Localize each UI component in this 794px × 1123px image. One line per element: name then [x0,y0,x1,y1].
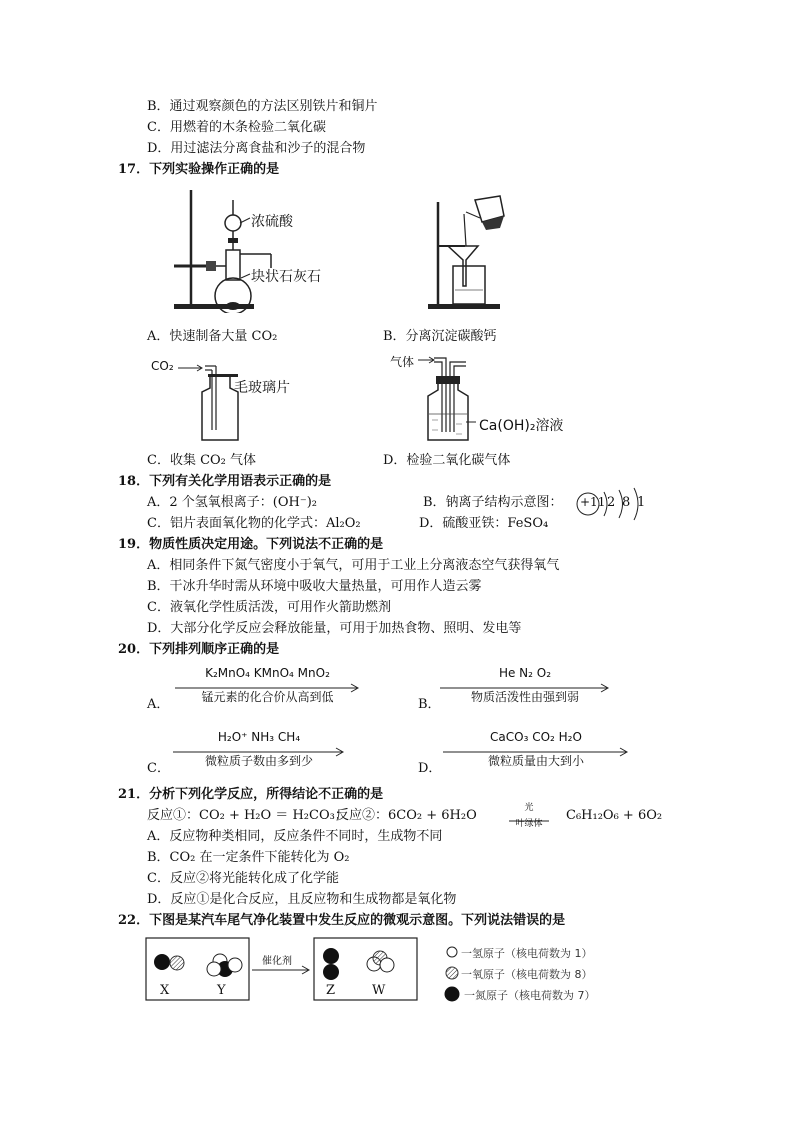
q21-equation-2-left: 反应②：6CO₂ + 6H₂O [336,808,477,823]
q20-c-formulas: H₂O⁺ NH₃ CH₄ [217,730,301,744]
sodium-shell-2: 8 [622,495,631,510]
q20-option-c-arrow [173,730,345,770]
q22-legend-oxygen: 一氧原子（核电荷数为 8） [461,968,593,981]
q22-reaction-arrow [252,964,310,974]
q20-option-c-letter: C． [147,761,170,776]
q21-equation-2-right: C₆H₁₂O₆ + 6O₂ [566,808,663,823]
q21-option-a: A．反应物种类相同，反应条件不同时，生成物不同 [147,829,443,844]
sodium-shell-3: 1 [637,495,646,510]
q22-legend-hydrogen: 一氢原子（核电荷数为 1） [461,947,593,960]
q20-b-caption: 物质活泼性由强到弱 [470,690,579,704]
legend-atoms-icon [442,938,462,1002]
q19-option-a: A．相同条件下氮气密度小于氧气，可用于工业上分离液态空气获得氧气 [147,558,560,573]
q21-condition-light: 光 [524,803,534,813]
q18-stem: 18．下列有关化学用语表示正确的是 [118,474,332,489]
q18-option-a: A．2 个氢氧根离子：(OH⁻)₂ [147,495,318,510]
q20-option-a-arrow [175,666,360,706]
q20-option-d-arrow [443,730,629,770]
q20-c-caption: 微粒质子数由多到少 [204,754,313,768]
q16-option-b: B．通过观察颜色的方法区别铁片和铜片 [147,99,378,114]
q19-option-b: B．干冰升华时需从环境中吸收大量热量，可用作人造云雾 [147,579,482,594]
q21-option-c: C．反应②将光能转化成了化学能 [147,871,339,886]
q16-option-c: C．用燃着的木条检验二氧化碳 [147,120,326,135]
q22-legend-symbols [442,938,462,1002]
q21-condition-chloroplast: 叶绿体 [515,819,543,829]
q17-option-d: D．检验二氧化碳气体 [383,453,511,468]
q17-figure-b [420,188,530,313]
filtration-apparatus-icon [420,188,530,313]
q20-a-caption: 锰元素的化合价从高到低 [201,690,334,704]
q17-fig-c-glass-label: 毛玻璃片 [234,380,290,396]
q17-fig-a-acid-label: 浓硫酸 [251,214,293,230]
q20-stem: 20．下列排列顺序正确的是 [118,642,280,657]
q22-label-y: Y [217,983,226,998]
q17-fig-c-co2-label: CO₂ [151,359,174,373]
q21-option-d: D．反应①是化合反应，且反应物和生成物都是氧化物 [147,892,457,907]
q17-fig-d-gas-label: 气体 [390,355,415,369]
q20-option-b-letter: B． [418,697,441,712]
flask-apparatus-icon [166,188,316,313]
q20-b-formulas: He N₂ O₂ [498,666,552,680]
q17-option-c: C．收集 CO₂ 气体 [147,453,257,468]
sodium-nucleus-charge: +11 [580,495,606,509]
q20-d-caption: 微粒质量由大到小 [487,754,584,768]
q22-catalyst-label: 催化剂 [262,956,292,967]
gas-bottle-icon [150,358,270,443]
q22-label-w: W [372,983,386,998]
q20-option-b-arrow [440,666,610,706]
q17-figure-a [166,188,316,313]
q18-option-c: C．铝片表面氧化物的化学式：Al₂O₂ [147,516,361,531]
q19-stem: 19．物质性质决定用途。下列说法不正确的是 [118,537,384,552]
q17-stem: 17．下列实验操作正确的是 [118,162,280,177]
q22-legend-nitrogen: 一氮原子（核电荷数为 7） [464,989,596,1002]
q20-d-formulas: CaCO₃ CO₂ H₂O [490,730,582,744]
q22-label-x: X [160,983,170,998]
q19-option-d: D．大部分化学反应会释放能量，可用于加热食物、照明、发电等 [147,621,522,636]
q20-option-d-letter: D． [418,761,442,776]
q22-stem: 22．下图是某汽车尾气净化装置中发生反应的微观示意图。下列说法错误的是 [118,913,566,928]
q20-option-a-letter: A． [147,697,170,712]
arrow-right-icon [252,965,310,975]
q18-option-b: B．钠离子结构示意图： [423,495,563,510]
sodium-shell-1: 2 [607,495,616,510]
q17-option-b: B．分离沉淀碳酸钙 [383,329,497,344]
q17-fig-a-limestone-label: 块状石灰石 [251,269,321,285]
q21-option-b: B．CO₂ 在一定条件下能转化为 O₂ [147,850,350,865]
q18-option-d: D．硫酸亚铁：FeSO₄ [419,516,549,531]
q17-figure-c [150,358,270,443]
q21-stem: 21．分析下列化学反应，所得结论不正确的是 [118,787,384,802]
q16-option-d: D．用过滤法分离食盐和沙子的混合物 [147,141,366,156]
q20-a-formulas: K₂MnO₄ KMnO₄ MnO₂ [205,666,330,680]
q21-equation-1: 反应①：CO₂ + H₂O ＝ H₂CO₃； [147,808,348,823]
q17-option-a: A．快速制备大量 CO₂ [147,329,278,344]
q17-fig-d-solution-label: Ca(OH)₂溶液 [479,418,564,434]
q22-label-z: Z [326,983,336,998]
q19-option-c: C．液氧化学性质活泼，可用作火箭助燃剂 [147,600,391,615]
